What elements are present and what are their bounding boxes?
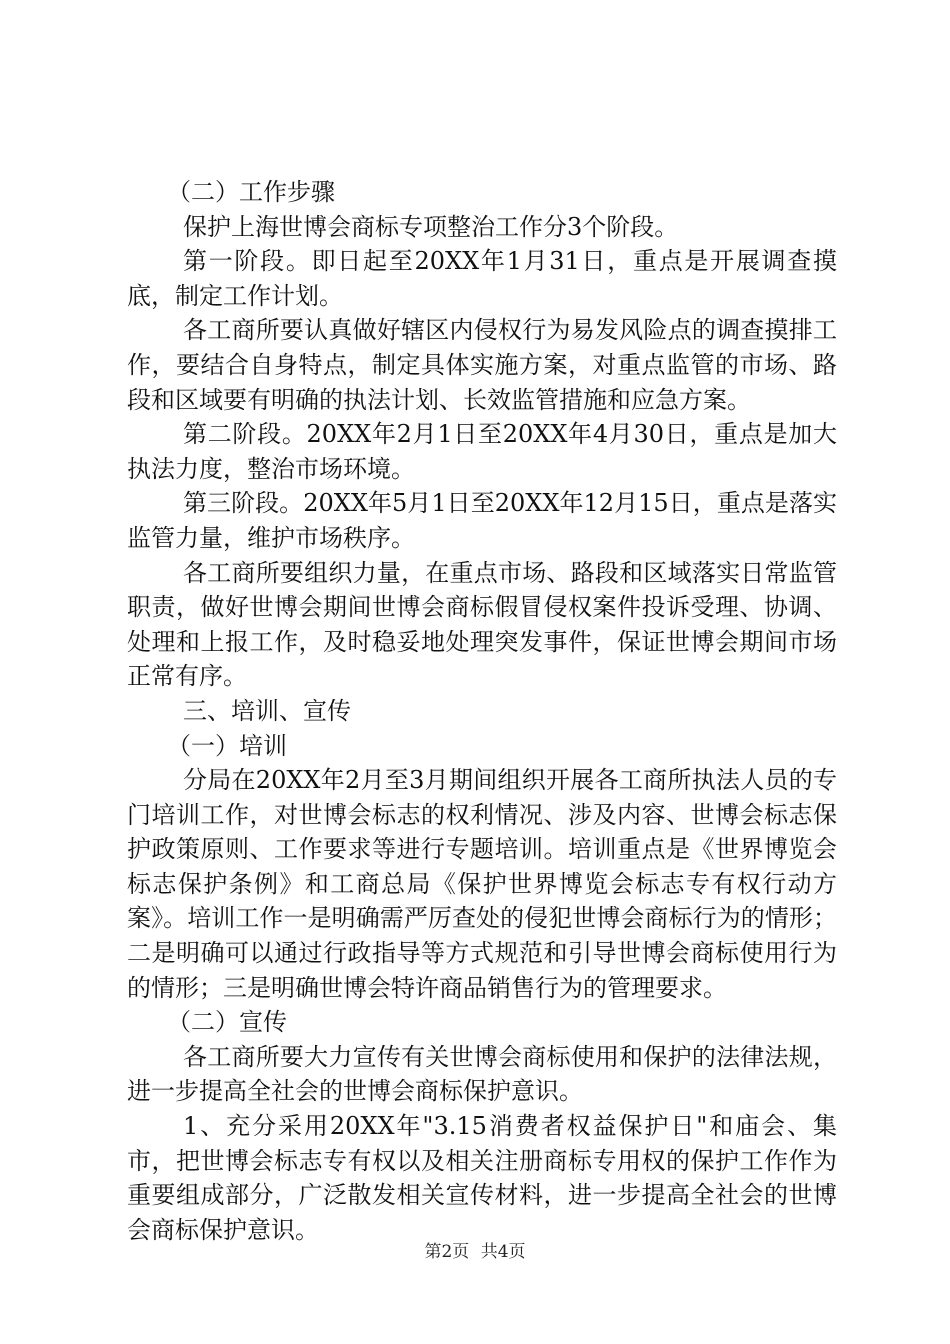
paragraph: 各工商所要组织力量，在重点市场、路段和区域落实日常监管职责，做好世博会期间世博会商标假冒侵权案件投诉受理、协调、处理和上报工作，及时稳妥地处理突发事件，保证世博会期间市场正常有序。 [127,558,837,691]
paragraph: 各工商所要认真做好辖区内侵权行为易发风险点的调查摸排工作，要结合自身特点，制定具体实施方案，对重点监管的市场、路段和区域要有明确的执法计划、长效监管措施和应急方案。 [127,316,837,414]
subheading-training: （一）培训 [167,731,287,760]
paragraph: 第二阶段。20XX年2月1日至20XX年4月30日，重点是加大执法力度，整治市场环境。 [127,420,837,483]
subheading-work-steps: （二）工作步骤 [167,178,335,206]
paragraph: 各工商所要大力宣传有关世博会商标使用和保护的法律法规，进一步提高全社会的世博会商标保护意识。 [127,1042,837,1106]
page-total: 共4页 [480,1242,526,1262]
paragraph: 分局在20XX年2月至3月期间组织开展各工商所执法人员的专门培训工作，对世博会标志的权利情况、涉及内容、世博会标志保护政策原则、工作要求等进行专题培训。培训重点是《世界博览会标志保护条例》和工商总局《保护世界博览会标志专有权行动方案》。培训工作一是明确需严厉查处的侵犯世博会商标行为的情形；二是明确可以通过行政指导等方式规范和引导世博会商标使用行为的情形；三是明确世博会特许商品销售行为的管理要求。 [127,766,837,1002]
page-footer [0,1240,950,1264]
heading-training-publicity: 三、培训、宣传 [183,696,351,725]
paragraph: 第三阶段。20XX年5月1日至20XX年12月15日，重点是落实监管力量，维护市场秩序。 [127,489,837,552]
subheading-publicity: （二）宣传 [167,1008,287,1037]
paragraph: 1、充分采用20XX年"3.15消费者权益保护日"和庙会、集市，把世博会标志专有权以及相关注册商标专用权的保护工作作为重要组成部分，广泛散发相关宣传材料，进一步提高全社会的世博会商标保护意识。 [127,1112,837,1244]
paragraph: 保护上海世博会商标专项整治工作分3个阶段。 [183,212,679,241]
page-number: 第2页 [424,1242,470,1262]
paragraph: 第一阶段。即日起至20XX年1月31日，重点是开展调查摸底，制定工作计划。 [127,247,837,310]
document-body [127,175,837,1247]
